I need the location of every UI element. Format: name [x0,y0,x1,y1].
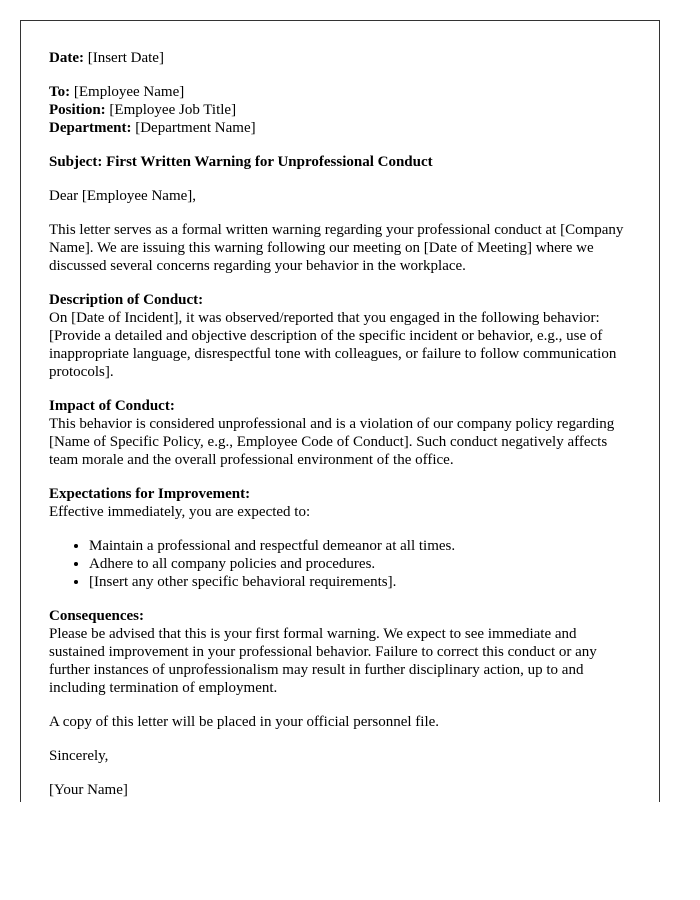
impact-heading: Impact of Conduct: [49,398,175,414]
salutation: Dear [Employee Name], [49,188,197,204]
position-label: Position: [49,102,106,118]
letter-content [49,49,633,802]
expectations-heading: Expectations for Improvement: [49,486,251,502]
list-item: • [Insert any other specific behavioral requirements]. [89,573,633,591]
description-heading: Description of Conduct: [49,292,204,308]
description-body: On [Date of Incident], it was observed/reported that you engaged in the following behavior: [Provide a detailed and objective description of the specific incident or behavior, e.g., use of inappropriate language, disrespectful tone with colleagues, or failure to follow communication protocols]. [49,310,617,380]
department-value: [Department Name] [135,120,256,136]
closing: Sincerely, [49,748,109,764]
description-section [49,291,633,381]
intro-paragraph: This letter serves as a formal written warning regarding your professional conduct at [Company Name]. We are issuing this warning following our meeting on [Date of Meeting] where we discussed several concerns regarding your behavior in the workplace. [49,222,624,274]
expectations-list [49,537,633,591]
consequences-body: Please be advised that this is your first formal warning. We expect to see immediate and sustained improvement in your professional behavior. Failure to correct this conduct or any further instances of unprofessionalism may result in further disciplinary action, up to and including termination of employment. [49,626,597,696]
date-value: [Insert Date] [87,50,164,66]
letter-page [20,20,660,802]
list-item: • Adhere to all company policies and procedures. [89,555,633,573]
consequences-section [49,607,633,697]
to-label: To: [49,84,71,100]
to-value: [Employee Name] [73,84,185,100]
date-label: Date: [49,50,84,66]
impact-section [49,397,633,469]
expectations-section [49,485,633,521]
signature: [Your Name] [49,782,128,798]
date-line [49,49,633,67]
list-item: • Maintain a professional and respectful demeanor at all times. [89,537,633,555]
file-note: A copy of this letter will be placed in your official personnel file. [49,714,440,730]
subject-line: Subject: First Written Warning for Unprofessional Conduct [49,154,433,170]
impact-body: This behavior is considered unprofessional and is a violation of our company policy regarding [Name of Specific Policy, e.g., Employee Code of Conduct]. Such conduct negatively affects team morale and the overall professional environment of the office. [49,416,615,468]
department-label: Department: [49,120,132,136]
consequences-heading: Consequences: [49,608,145,624]
recipient-block [49,83,633,137]
position-value: [Employee Job Title] [109,102,237,118]
expectations-body: Effective immediately, you are expected to: [49,504,311,520]
